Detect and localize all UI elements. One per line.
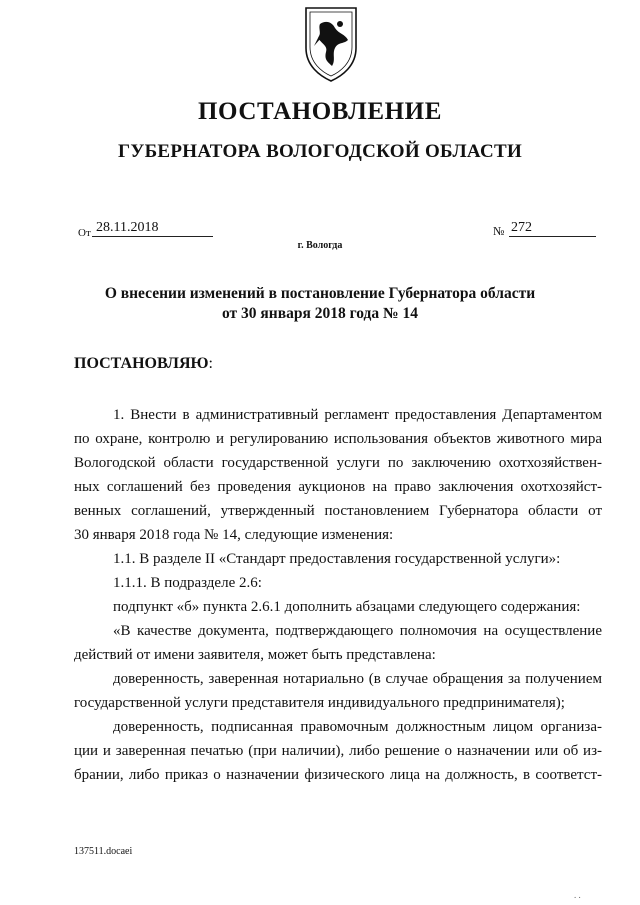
subject-line-1: О внесении изменений в постановление Губернатора области	[104, 285, 536, 302]
body-line: Вологодской области государственной услуги по заключению охотхозяйствен-	[74, 455, 602, 471]
body-line: брании, либо приказ о назначении физического лица на должность, в соответст-	[74, 767, 602, 783]
coat-of-arms-emblem	[302, 4, 360, 84]
page-marks: . .	[574, 890, 581, 900]
number-label: №	[493, 224, 505, 238]
body-line: 30 января 2018 года № 14, следующие изменения:	[74, 527, 394, 543]
body-line: 1.1.1. В подразделе 2.6:	[113, 575, 262, 591]
decree-word: ПОСТАНОВЛЯЮ	[74, 355, 209, 372]
document-number: 272	[509, 220, 596, 237]
body-line: доверенность, заверенная нотариально (в случае обращения за получением	[113, 671, 602, 687]
body-line: государственной услуги представителя индивидуального предпринимателя);	[74, 695, 565, 711]
subject-line-2: от 30 января 2018 года № 14	[222, 305, 418, 322]
body-line: ции и заверенная печатью (при наличии), либо решение о назначении или об из-	[74, 743, 602, 759]
document-title: ПОСТАНОВЛЕНИЕ	[197, 98, 443, 125]
body-line: 1.1. В разделе II «Стандарт предоставления государственной услуги»:	[113, 551, 561, 567]
body-line: доверенность, подписанная правомочным должностным лицом организа-	[113, 719, 602, 735]
body-line: ных соглашений без проведения аукционов на право заключения охотхозяйст-	[74, 479, 602, 495]
body-line: «В качестве документа, подтверждающего полномочия на осуществление	[113, 623, 602, 639]
body-line: венных соглашений, утвержденный постановлением Губернатора области от	[74, 503, 602, 519]
city-label: г. Вологда	[297, 240, 343, 251]
decree-colon: :	[208, 355, 213, 372]
body-line: по охране, контролю и регулированию использования объектов животного мира	[74, 431, 602, 447]
document-subtitle: ГУБЕРНАТОРА ВОЛОГОДСКОЙ ОБЛАСТИ	[117, 141, 523, 162]
document-subject	[0, 284, 640, 324]
document-date: 28.11.2018	[92, 220, 213, 237]
body-line: подпункт «б» пункта 2.6.1 дополнить абзацами следующего содержания:	[113, 599, 581, 615]
date-label: От	[78, 227, 91, 239]
decree-heading	[74, 355, 213, 373]
body-line: действий от имени заявителя, может быть представлена:	[74, 647, 436, 663]
body-line: 1. Внести в административный регламент предоставления Департаментом	[113, 407, 602, 423]
document-body	[74, 403, 602, 787]
document-code: 137511.docaei	[74, 846, 133, 857]
